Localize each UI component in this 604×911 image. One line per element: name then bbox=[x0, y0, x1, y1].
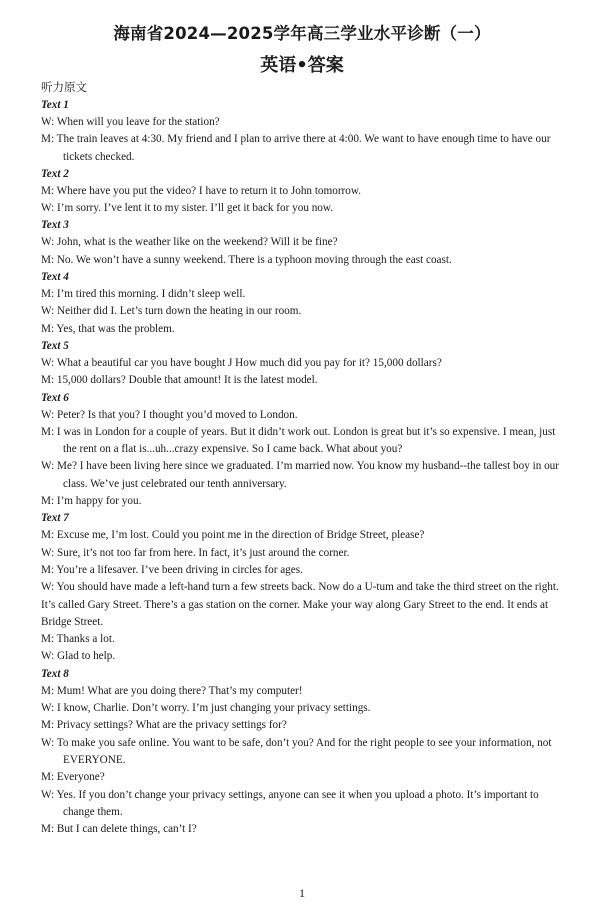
text-heading-3: Text 3 bbox=[41, 219, 69, 232]
text-heading-5: Text 5 bbox=[41, 339, 69, 352]
dialogue-line: M: Privacy settings? What are the privacy settings for? bbox=[41, 719, 287, 732]
dialogue-line: W: What a beautiful car you have bought J How much did you pay for it? 15,000 dollars? bbox=[41, 356, 442, 369]
dialogue-line: W: I’m sorry. I’ve lent it to my sister. I’ll get it back for you now. bbox=[41, 202, 334, 215]
text-heading-1: Text 1 bbox=[41, 99, 69, 111]
dialogue-line: M: I was in London for a couple of years. But it didn’t work out. London is great but it’s so expensive. I mean, just the rent on a flat is...uh...crazy expensive. So I came back. What about you? bbox=[41, 425, 556, 456]
dialogue-line: M: No. We won’t have a sunny weekend. There is a typhoon moving through the east coast. bbox=[41, 253, 452, 266]
dialogue-line: M: Mum! What are you doing there? That’s my computer! bbox=[41, 684, 303, 697]
dialogue-line: W: Neither did I. Let’s turn down the heating in our room. bbox=[41, 305, 302, 318]
dialogue-line: W: I know, Charlie. Don’t worry. I’m just changing your privacy settings. bbox=[41, 702, 371, 715]
text-heading-4: Text 4 bbox=[41, 271, 69, 284]
dialogue-line: M: Everyone? bbox=[41, 771, 105, 784]
document-title: 海南省2024—2025学年高三学业水平诊断（一） bbox=[113, 24, 491, 43]
dialogue-line: M: Where have you put the video? I have to return it to John tomorrow. bbox=[41, 184, 362, 197]
section-label: 听力原文 bbox=[41, 82, 87, 94]
dialogue-line: W: Peter? Is that you? I thought you’d moved to London. bbox=[41, 408, 298, 421]
dialogue-line: M: I’m tired this morning. I didn’t sleep well. bbox=[41, 288, 246, 301]
dialogue-line: M: You’re a lifesaver. I’ve been driving in circles for ages. bbox=[41, 563, 303, 576]
dialogue-line: W: When will you leave for the station? bbox=[41, 116, 220, 128]
dialogue-line: W: To make you safe online. You want to be safe, don’t you? And for the right people to see your information, not EVERYONE. bbox=[41, 736, 552, 766]
dialogue-line: M: But I can delete things, can’t I? bbox=[41, 823, 197, 836]
dialogue-line: W: Sure, it’s not too far from here. In fact, it’s just around the corner. bbox=[41, 546, 350, 559]
dialogue-line: M: Excuse me, I’m lost. Could you point me in the direction of Bridge Street, please? bbox=[41, 529, 425, 542]
dialogue-line: W: John, what is the weather like on the weekend? Will it be fine? bbox=[41, 236, 338, 249]
text-heading-7: Text 7 bbox=[41, 512, 69, 525]
dialogue-line: M: Yes, that was the problem. bbox=[41, 322, 175, 335]
dialogue-line: W: Yes. If you don’t change your privacy settings, anyone can see it when you upload a photo. It’s important to change them. bbox=[41, 788, 539, 818]
dialogue-line: M: 15,000 dollars? Double that amount! It is the latest model. bbox=[41, 374, 318, 387]
transcript-body bbox=[41, 80, 561, 838]
dialogue-line: W: Me? I have been living here since we graduated. I’m married now. You know my husband--the tallest boy in our class. We’ve just celebrated our tenth anniversary. bbox=[41, 460, 560, 490]
dialogue-line: M: I’m happy for you. bbox=[41, 495, 142, 508]
dialogue-line: W: You should have made a left-hand turn a few streets back. Now do a U-tum and take the third street on the right. It’s called Gary Street. There’s a gas station on the corner. Make your way along Gary Street to the end. It ends at Bridge Street. bbox=[41, 581, 559, 628]
page-number: 1 bbox=[299, 886, 305, 900]
text-heading-8: Text 8 bbox=[41, 667, 69, 680]
text-heading-6: Text 6 bbox=[41, 391, 69, 404]
document-subtitle: 英语•答案 bbox=[260, 55, 344, 76]
dialogue-line: M: Thanks a lot. bbox=[41, 633, 115, 646]
text-heading-2: Text 2 bbox=[41, 167, 69, 180]
dialogue-line: W: Glad to help. bbox=[41, 650, 116, 663]
dialogue-line: M: The train leaves at 4:30. My friend and I plan to arrive there at 4:00. We want to have enough time to have our tickets checked. bbox=[41, 133, 551, 163]
